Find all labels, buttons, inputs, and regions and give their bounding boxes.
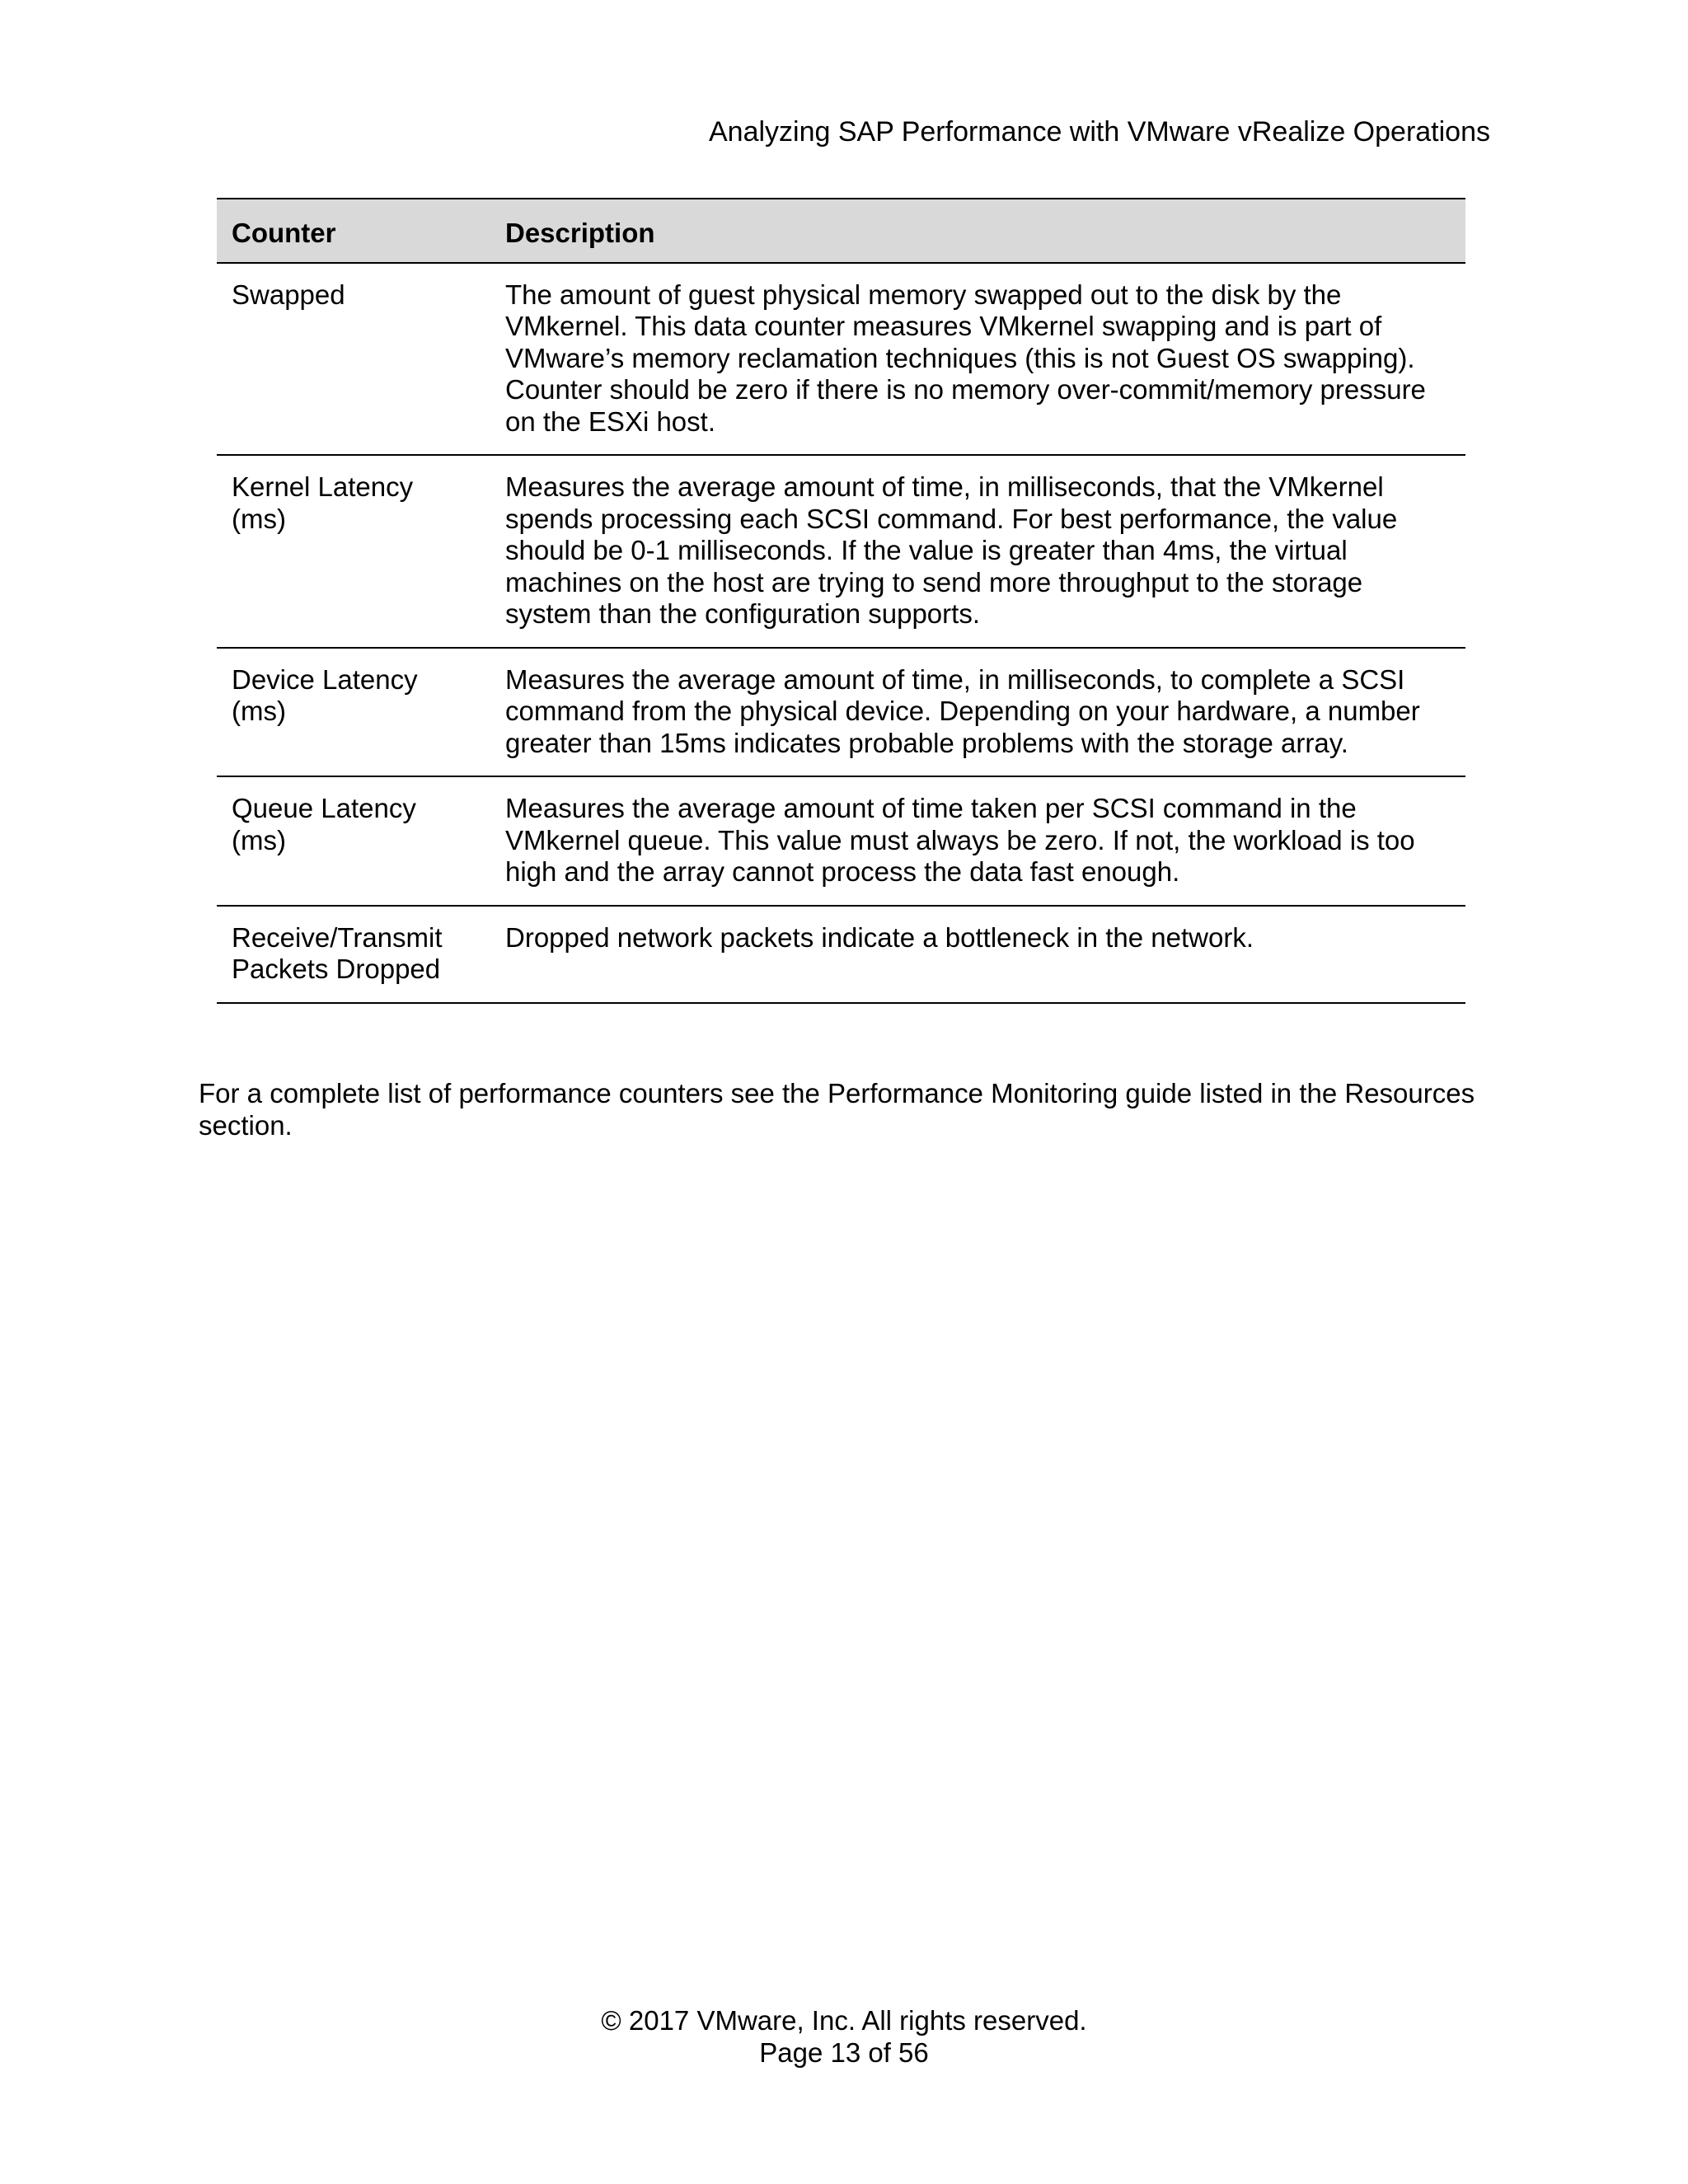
counter-name: Receive/Transmit Packets Dropped	[217, 906, 490, 1003]
counter-name: Device Latency (ms)	[217, 648, 490, 777]
counter-description: Measures the average amount of time taken per SCSI command in the VMkernel queue. This value must always be zero. If not, the workload is too high and the array cannot process the data fast enough.	[490, 776, 1465, 906]
table-header	[217, 199, 1465, 263]
body-paragraph: For a complete list of performance counters see the Performance Monitoring guide listed in the Resources section.	[199, 1078, 1475, 1141]
counter-name: Swapped	[217, 263, 490, 456]
counter-description: Measures the average amount of time, in milliseconds, to complete a SCSI command from the physical device. Depending on your hardware, a number greater than 15ms indicates probable problems with the storage array.	[490, 648, 1465, 777]
page-number: Page 13 of 56	[759, 2037, 929, 2068]
performance-counter-table	[217, 198, 1465, 1004]
counter-name: Queue Latency (ms)	[217, 776, 490, 906]
column-header-counter: Counter	[217, 199, 490, 263]
counter-description: Dropped network packets indicate a bottleneck in the network.	[490, 906, 1465, 1003]
page-footer	[0, 2004, 1688, 2069]
counter-name: Kernel Latency (ms)	[217, 455, 490, 648]
table-header-row	[217, 199, 1465, 263]
counter-description: Measures the average amount of time, in milliseconds, that the VMkernel spends processing each SCSI command. For best performance, the value should be 0-1 milliseconds. If the value is greater than 4ms, the virtual machines on the host are trying to send more throughput to the storage system than the configuration supports.	[490, 455, 1465, 648]
table-row	[217, 263, 1465, 456]
table-row	[217, 455, 1465, 648]
table-row	[217, 776, 1465, 906]
counter-description: The amount of guest physical memory swapped out to the disk by the VMkernel. This data counter measures VMkernel swapping and is part of VMware’s memory reclamation techniques (this is not Guest OS swapping). Counter should be zero if there is no memory over-commit/memory pressure on the ESXi host.	[490, 263, 1465, 456]
running-header: Analyzing SAP Performance with VMware vRealize Operations	[708, 116, 1490, 148]
copyright-notice: © 2017 VMware, Inc. All rights reserved.	[601, 2005, 1087, 2036]
column-header-description: Description	[490, 199, 1465, 263]
table-body	[217, 263, 1465, 1003]
table-row	[217, 906, 1465, 1003]
table-row	[217, 648, 1465, 777]
